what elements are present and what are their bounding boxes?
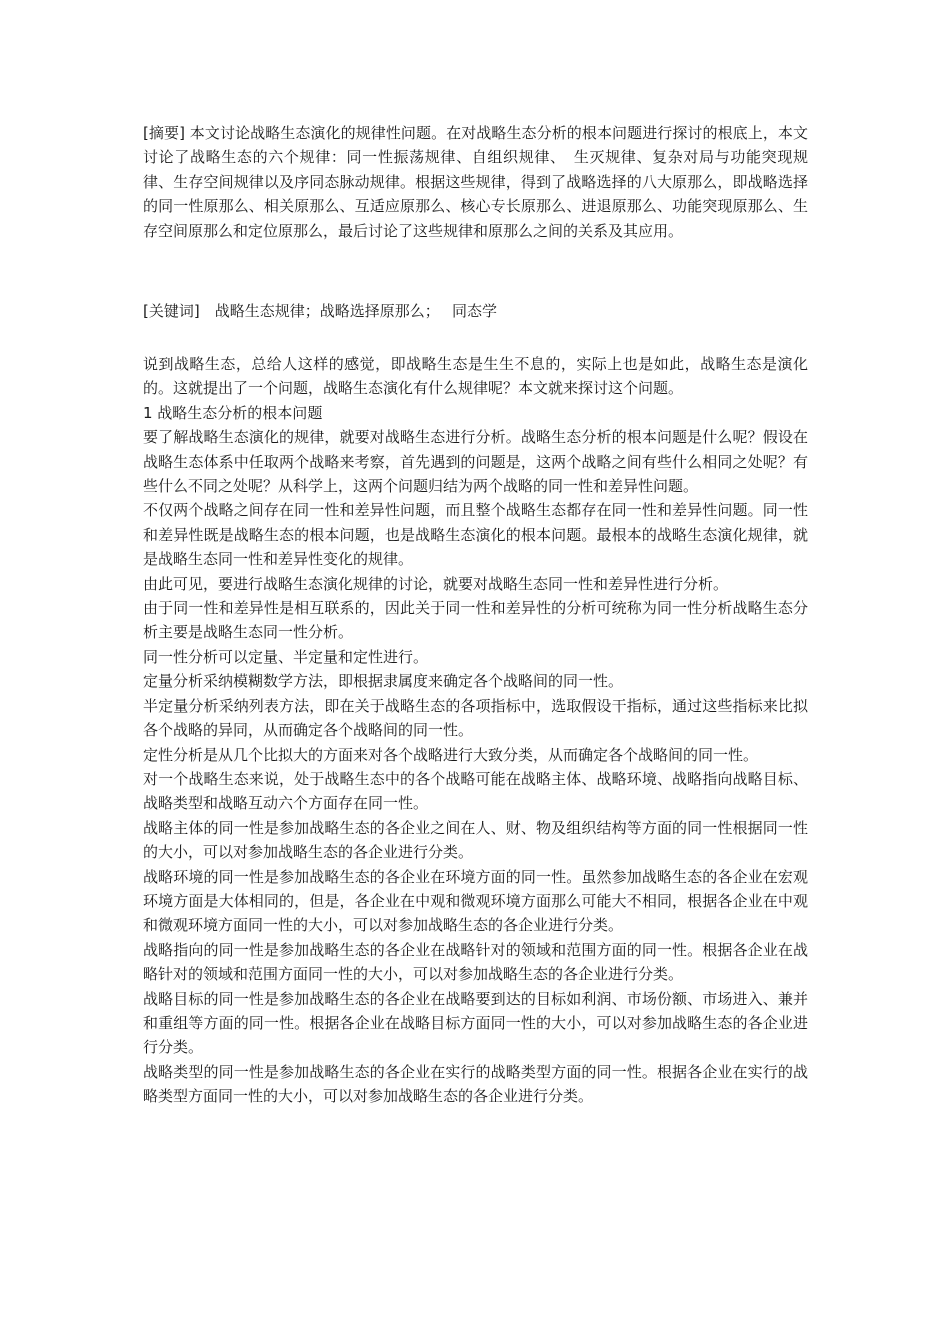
body-paragraph: 要了解战略生态演化的规律，就要对战略生态进行分析。战略生态分析的根本问题是什么呢？假设在战略生态体系中任取两个战略来考察，首先遇到的问题是，这两个战略之间有些什么相同之处呢？有些什么不同之处呢？从科学上，这两个问题归结为两个战略的同一性和差异性问题。 — [143, 428, 808, 496]
body-paragraph: 不仅两个战略之间存在同一性和差异性问题，而且整个战略生态都存在同一性和差异性问题。同一性和差异性既是战略生态的根本问题，也是战略生态演化的根本问题。最根本的战略生态演化规律，就是战略生态同一性和差异性变化的规律。 — [143, 501, 808, 569]
intro-paragraph: 说到战略生态，总给人这样的感觉，即战略生态是生生不息的，实际上也是如此，战略生态是演化的。这就提出了一个问题，战略生态演化有什么规律呢？本文就来探讨这个问题。 — [143, 355, 808, 398]
body-paragraph: 定性分析是从几个比拟大的方面来对各个战略进行大致分类，从而确定各个战略间的同一性。 — [143, 745, 759, 764]
body-paragraph: 半定量分析采纳列表方法，即在关于战略生态的各项指标中，选取假设干指标，通过这些指标来比拟各个战略的异同，从而确定各个战略间的同一性。 — [143, 696, 808, 740]
section-heading: 1 战略生态分析的根本问题 — [143, 403, 323, 422]
body-paragraph: 战略环境的同一性是参加战略生态的各企业在环境方面的同一性。虽然参加战略生态的各企业在宏观环境方面是大体相同的，但是，各企业在中观和微观环境方面那么可能大不相同，根据各企业在中观和微观环境方面同一性的大小，可以对参加战略生态的各企业进行分类。 — [143, 867, 808, 935]
body-text — [143, 352, 808, 1109]
body-paragraph: 由于同一性和差异性是相互联系的，因此关于同一性和差异性的分析可统称为同一性分析战略生态分析主要是战略生态同一性分析。 — [143, 599, 808, 642]
body-paragraph: 战略主体的同一性是参加战略生态的各企业之间在人、财、物及组织结构等方面的同一性根据同一性的大小，可以对参加战略生态的各企业进行分类。 — [143, 818, 808, 862]
body-paragraph: 定量分析采纳模糊数学方法，即根据隶属度来确定各个战略间的同一性。 — [143, 672, 624, 691]
body-paragraph: 对一个战略生态来说，处于战略生态中的各个战略可能在战略主体、战略环境、战略指向战略目标、战略类型和战略互动六个方面存在同一性。 — [143, 769, 808, 813]
abstract-paragraph: [摘要] 本文讨论战略生态演化的规律性问题。在对战略生态分析的根本问题进行探讨的根底上，本文讨论了战略生态的六个规律：同一性振荡规律、自组织规律、 生灭规律、复杂对局与功能突现规律、生存空间规律以及序同态脉动规律。根据这些规律，得到了战略选择的八大原那么，即战略选择的同一性原那么、相关原那么、互适应原那么、核心专长原那么、进退原那么、功能突现原那么、生存空间原那么和定位原那么，最后讨论了这些规律和原那么之间的关系及其应用。 — [143, 124, 808, 240]
body-paragraph: 战略指向的同一性是参加战略生态的各企业在战略针对的领域和范围方面的同一性。根据各企业在战略针对的领域和范围方面同一性的大小，可以对参加战略生态的各企业进行分类。 — [143, 940, 808, 984]
body-paragraph: 战略类型的同一性是参加战略生态的各企业在实行的战略类型方面的同一性。根据各企业在实行的战略类型方面同一性的大小，可以对参加战略生态的各企业进行分类。 — [143, 1062, 808, 1106]
body-paragraph: 由此可见，要进行战略生态演化规律的讨论，就要对战略生态同一性和差异性进行分析。 — [143, 574, 729, 593]
body-paragraph: 同一性分析可以定量、半定量和定性进行。 — [143, 647, 429, 666]
body-paragraph: 战略目标的同一性是参加战略生态的各企业在战略要到达的目标如利润、市场份额、市场进入、兼并和重组等方面的同一性。根据各企业在战略目标方面同一性的大小，可以对参加战略生态的各企业进行分类。 — [143, 989, 808, 1057]
keywords-line: [关键词] 战略生态规律；战略选择原那么； 同态学 — [143, 302, 497, 320]
